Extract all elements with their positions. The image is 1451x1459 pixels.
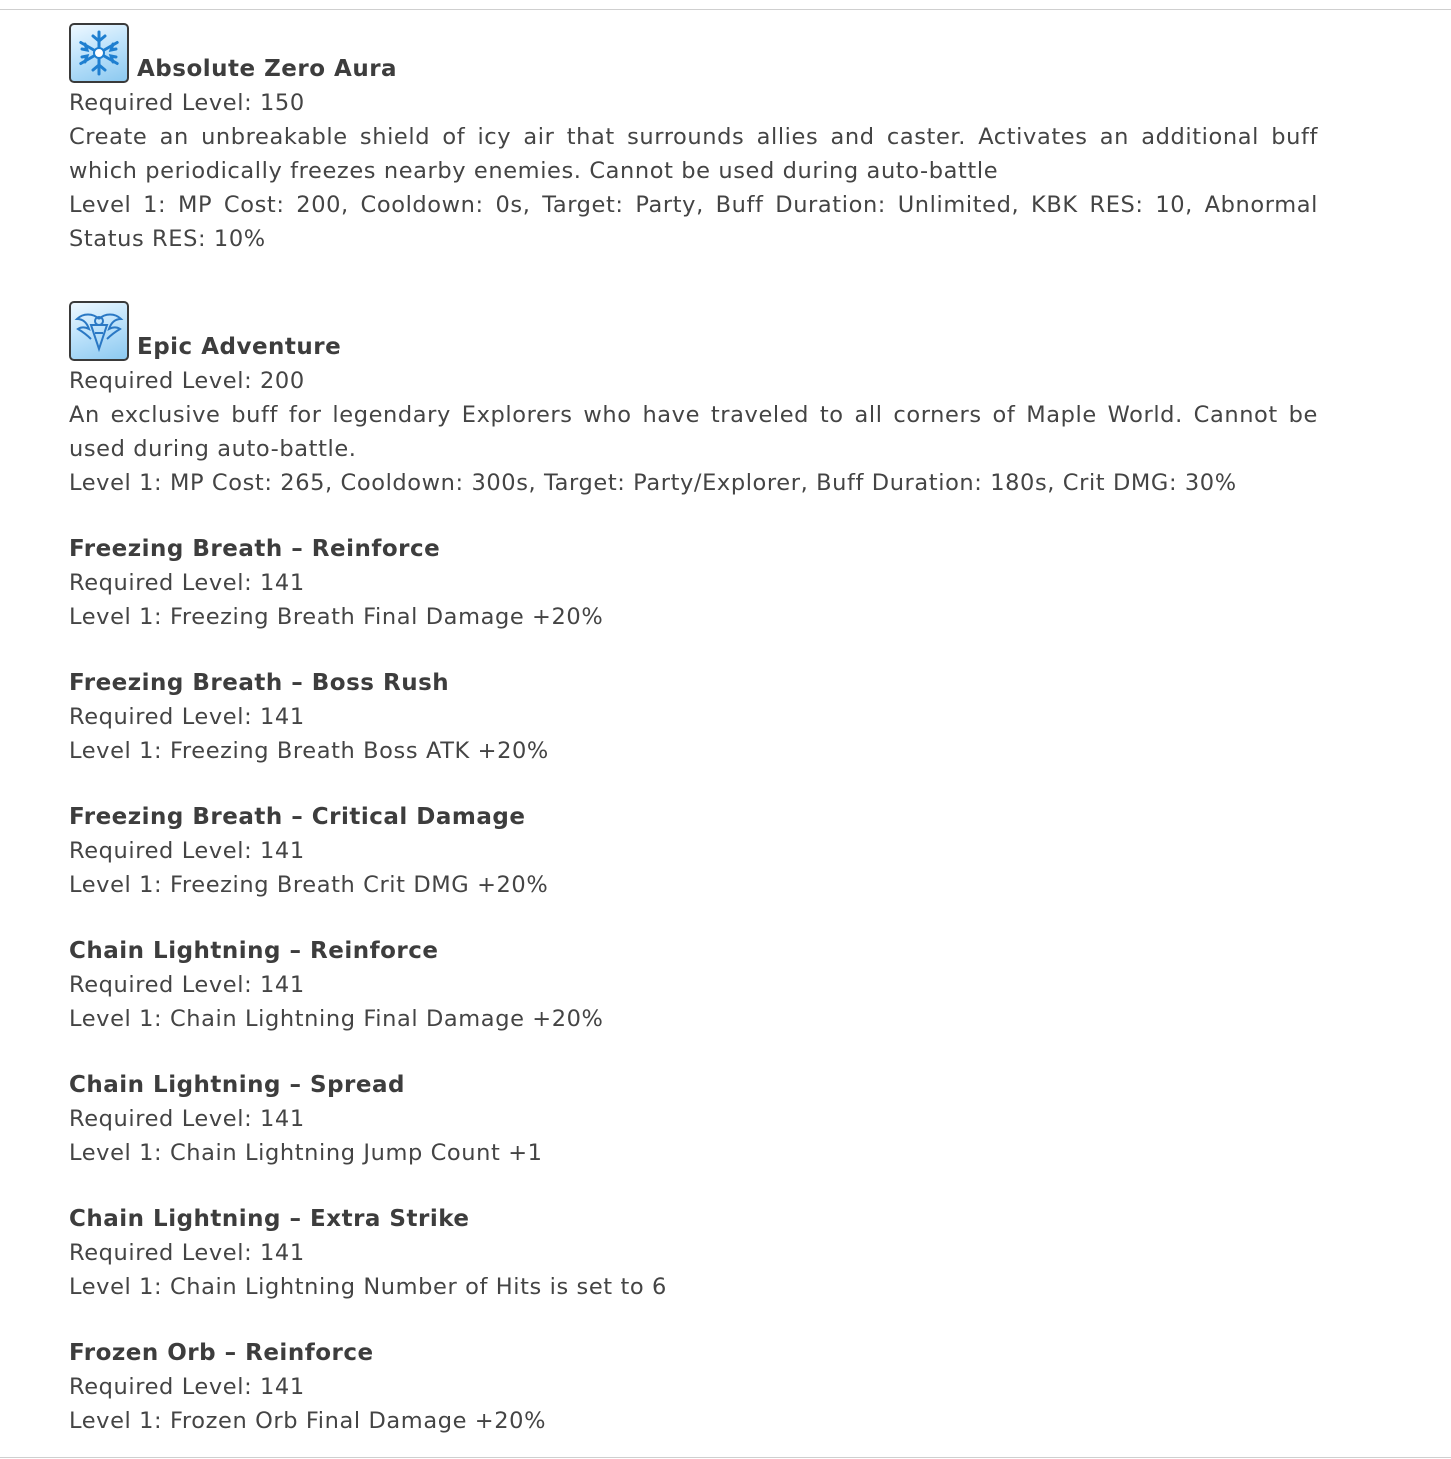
required-level: Required Level: 200	[69, 368, 305, 394]
skill-name: Chain Lightning – Spread	[69, 1072, 405, 1098]
skill-entry	[69, 1202, 1318, 1304]
skill-level-detail: Level 1: MP Cost: 265, Cooldown: 300s, Target: Party/Explorer, Buff Duration: 180s, Crit DMG: 30%	[69, 470, 1237, 496]
bottom-divider	[0, 1457, 1451, 1458]
skill-name: Frozen Orb – Reinforce	[69, 1340, 374, 1366]
skill-description: Create an unbreakable shield of icy air that surrounds allies and caster. Activates an additional buff which periodically freezes nearby enemies. Cannot be used during auto-battle	[69, 124, 1318, 184]
skill-level-detail: Level 1: Freezing Breath Crit DMG +20%	[69, 872, 549, 898]
skill-header	[69, 10, 1318, 86]
required-level: Required Level: 141	[69, 1374, 305, 1400]
skill-entry	[69, 1336, 1318, 1438]
required-level: Required Level: 141	[69, 704, 305, 730]
skill-level-detail: Level 1: Chain Lightning Final Damage +20%	[69, 1006, 604, 1032]
required-level: Required Level: 141	[69, 1106, 305, 1132]
skill-name: Epic Adventure	[137, 334, 342, 360]
skill-description: An exclusive buff for legendary Explorers who have traveled to all corners of Maple World. Cannot be used during auto-battle.	[69, 402, 1318, 462]
skill-entry	[69, 934, 1318, 1036]
skill-list	[69, 10, 1318, 1438]
required-level: Required Level: 141	[69, 570, 305, 596]
skill-entry	[69, 532, 1318, 634]
snowflake-icon	[69, 23, 129, 83]
required-level: Required Level: 150	[69, 90, 305, 116]
required-level: Required Level: 141	[69, 1240, 305, 1266]
skill-level-detail: Level 1: Freezing Breath Final Damage +20%	[69, 604, 604, 630]
required-level: Required Level: 141	[69, 838, 305, 864]
skill-entry	[69, 800, 1318, 902]
skill-level-detail: Level 1: MP Cost: 200, Cooldown: 0s, Target: Party, Buff Duration: Unlimited, KBK RES: 10, Abnormal Status RES: 10%	[69, 192, 1318, 252]
skill-level-detail: Level 1: Chain Lightning Jump Count +1	[69, 1140, 543, 1166]
skill-name: Chain Lightning – Reinforce	[69, 938, 439, 964]
skill-name: Freezing Breath – Reinforce	[69, 536, 441, 562]
skill-entry	[69, 10, 1318, 256]
skill-level-detail: Level 1: Frozen Orb Final Damage +20%	[69, 1408, 547, 1434]
skill-name: Chain Lightning – Extra Strike	[69, 1206, 470, 1232]
skill-entry	[69, 666, 1318, 768]
required-level: Required Level: 141	[69, 972, 305, 998]
skill-entry	[69, 288, 1318, 500]
skill-name: Freezing Breath – Critical Damage	[69, 804, 526, 830]
winged-emblem-icon	[69, 301, 129, 361]
skill-name: Absolute Zero Aura	[137, 56, 398, 82]
skill-level-detail: Level 1: Chain Lightning Number of Hits is set to 6	[69, 1274, 667, 1300]
skill-name: Freezing Breath – Boss Rush	[69, 670, 450, 696]
skill-level-detail: Level 1: Freezing Breath Boss ATK +20%	[69, 738, 549, 764]
skill-entry	[69, 1068, 1318, 1170]
skill-header	[69, 288, 1318, 364]
